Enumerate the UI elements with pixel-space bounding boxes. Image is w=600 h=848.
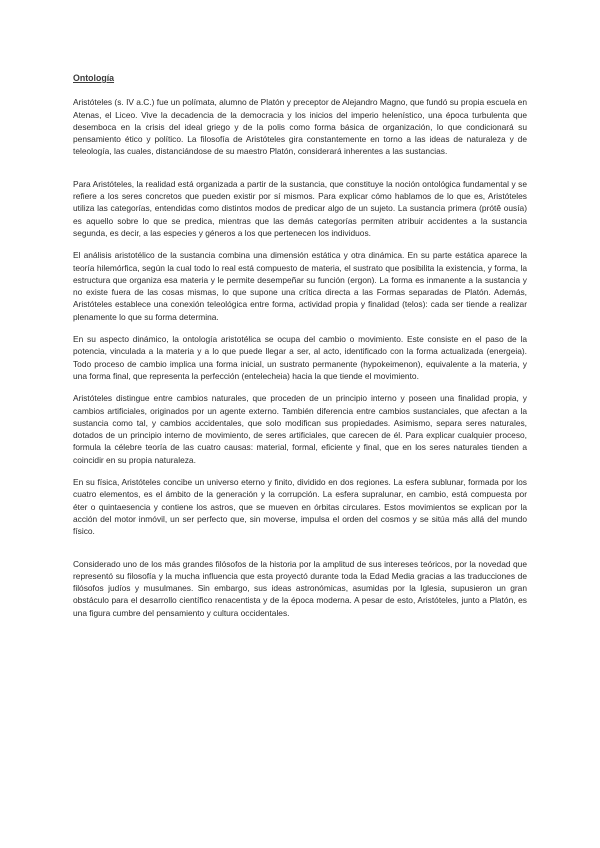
- paragraph-5: Aristóteles distingue entre cambios naturales, que proceden de un principio interno y poseen una finalidad propia, y cambios artificiales, originados por un agente externo. También diferencia entre cambios sustanciales, que afectan a la sustancia como tal, y cambios accidentales, que solo modifican sus propiedades. Asimismo, separa seres naturales, dotados de un principio interno de movimiento, de seres artificiales, que carecen de él. Para explicar cualquier proceso, formula la célebre teoría de las cuatro causas: material, formal, eficiente y final, que en los seres naturales tienden a coincidir en su propia naturaleza.: [73, 393, 527, 465]
- paragraph-7: Considerado uno de los más grandes filósofos de la historia por la amplitud de sus intereses teóricos, por la novedad que representó su filosofía y la mucha influencia que esta proyectó durante toda la Edad Media gracias a las traducciones de filósofos judíos y musulmanes. Sin embargo, sus ideas astronómicas, asumidas por la Iglesia, supusieron un gran obstáculo para el desarrollo científico renacentista y de la época moderna. A pesar de esto, Aristóteles, junto a Platón, es una figura cumbre del pensamiento y cultura occidentales.: [73, 558, 527, 618]
- paragraph-1: Aristóteles (s. IV a.C.) fue un polímata, alumno de Platón y preceptor de Alejandro Magno, que fundó su propia escuela en Atenas, el Liceo. Vive la decadencia de la democracia y los inicios del imperio helenístico, una época turbulenta que desemboca en la crisis del ideal griego y de la polis como forma básica de organización, lo que condicionará su pensamiento ético y político. La filosofía de Aristóteles gira constantemente en torno a las ideas de naturaleza y de teleología, las cuales, distanciándose de su maestro Platón, considerará inherentes a las sustancias.: [73, 97, 527, 157]
- paragraph-2: Para Aristóteles, la realidad está organizada a partir de la sustancia, que constituye la noción ontológica fundamental y se refiere a los seres concretos que pueden existir por sí mismos. Para explicar cómo hablamos de lo que es, Aristóteles utiliza las categorías, entendidas como distintos modos de predicar algo de un sujeto. La sustancia primera (prótê ousía) es aquello sobre lo que se predica, mientras que las demás categorías permiten atribuir accidentes a la sustancia segunda, es decir, a las especies y géneros a los que pertenecen los individuos.: [73, 178, 527, 238]
- section-heading: Ontología: [73, 73, 115, 83]
- paragraph-6: En su física, Aristóteles concibe un universo eterno y finito, dividido en dos regiones. La esfera sublunar, formada por los cuatro elementos, es el ámbito de la generación y la corrupción. La esfera supralunar, en cambio, está compuesta por éter o quintaesencia y contiene los astros, que se mueven en órbitas circulares. Estos movimientos se explican por la acción del motor inmóvil, un ser perfecto que, sin moverse, impulsa el orden del cosmos y se sitúa más allá del mundo físico.: [73, 477, 527, 537]
- document-body: [73, 72, 527, 629]
- paragraph-4: En su aspecto dinámico, la ontología aristotélica se ocupa del cambio o movimiento. Este consiste en el paso de la potencia, vinculada a la materia y a lo que puede llegar a ser, al acto, identificado con la forma actualizada (energeia). Todo proceso de cambio implica una forma inicial, un sustrato permanente (hypokeimenon), equivalente a la materia, y una forma final, que representa la perfección (entelecheia) hacia la que tiende el movimiento.: [73, 334, 527, 381]
- paragraph-3: El análisis aristotélico de la sustancia combina una dimensión estática y otra dinámica. En su parte estática aparece la teoría hilemórfica, según la cual todo lo real está compuesto de materia, el sustrato que posibilita la existencia, y forma, la estructura que organiza esa materia y le permite desempeñar su función (ergon). La forma es inmanente a la sustancia y no existe fuera de las cosas mismas, lo que supone una crítica directa a las Formas separadas de Platón. Además, Aristóteles establece una conexión teleológica entre forma, actividad propia y finalidad (telos): cada ser tiende a realizar plenamente lo que su forma determina.: [73, 250, 527, 322]
